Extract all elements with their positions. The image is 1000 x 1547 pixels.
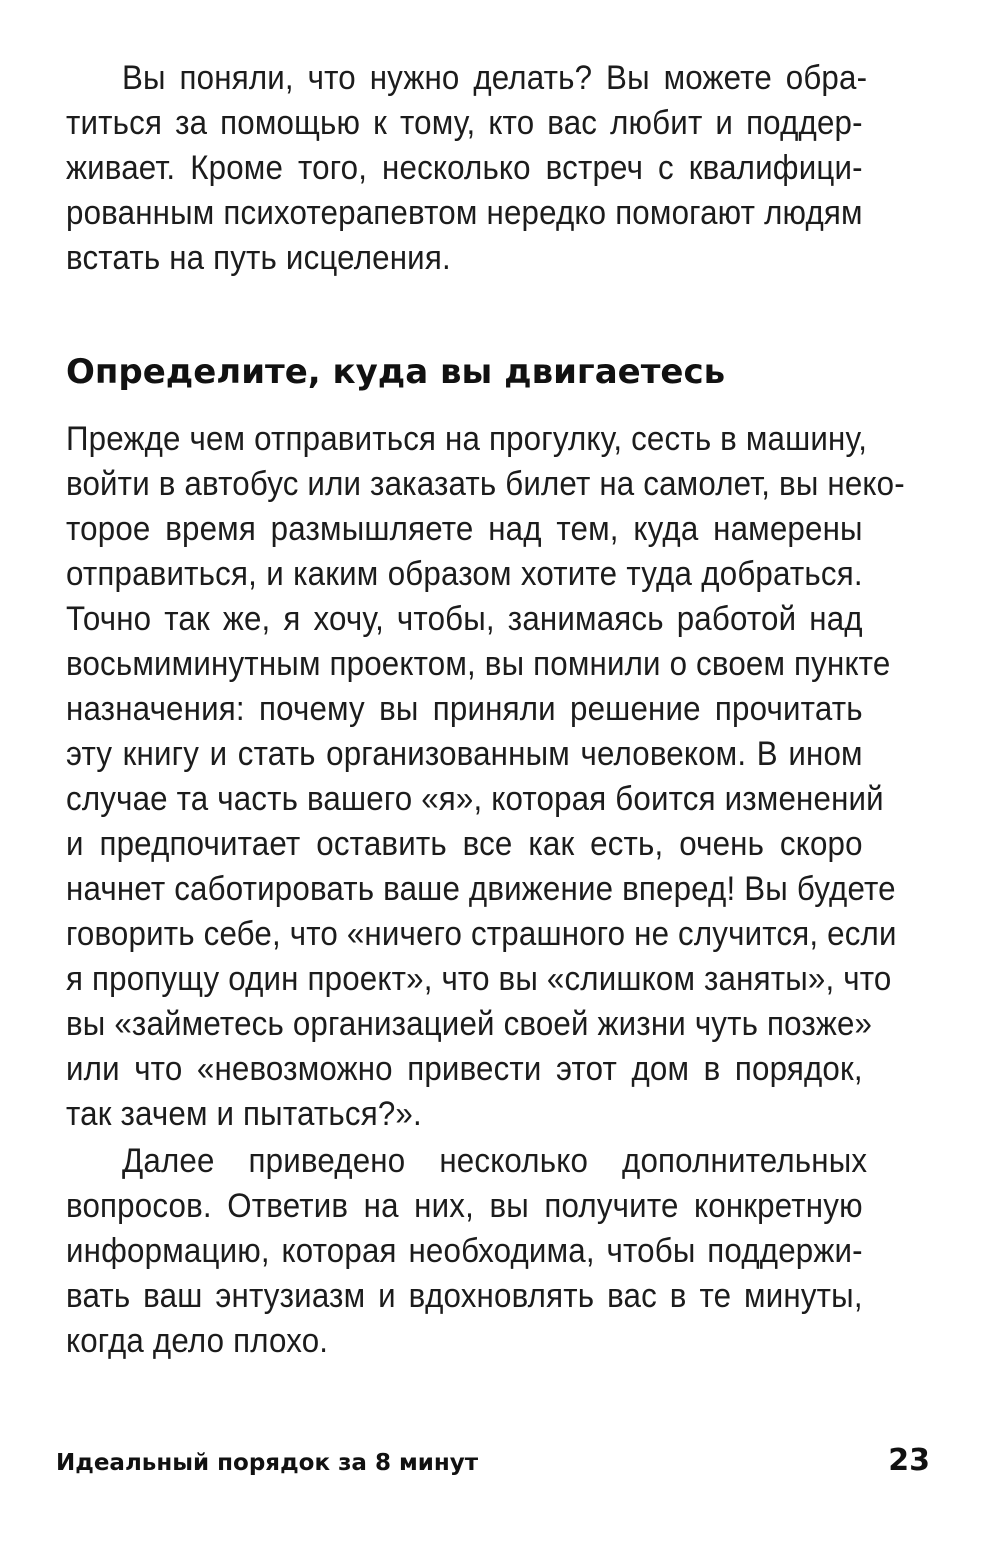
text-line: когда дело плохо.: [66, 1322, 329, 1360]
section-heading: Определите, куда вы двигаетесь: [66, 352, 726, 392]
text-line: или что «невозможно привести этот дом в порядок,: [66, 1050, 863, 1088]
page-number: 23: [888, 1443, 930, 1478]
text-line: живает. Кроме того, несколько встреч с квалифици-: [66, 149, 863, 187]
text-line: торое время размышляете над тем, куда намерены: [66, 510, 863, 548]
text-line: Точно так же, я хочу, чтобы, занимаясь работой над: [66, 600, 863, 638]
running-footer-title: Идеальный порядок за 8 минут: [56, 1450, 479, 1476]
text-line: эту книгу и стать организованным человеком. В ином: [66, 735, 863, 773]
text-line: восьмиминутным проектом, вы помнили о своем пункте: [66, 645, 891, 683]
text-line: вопросов. Ответив на них, вы получите конкретную: [66, 1187, 863, 1225]
text-line: говорить себе, что «ничего страшного не случится, если: [66, 915, 897, 953]
text-line: рованным психотерапевтом нередко помогают людям: [66, 194, 863, 232]
text-line: информацию, которая необходима, чтобы поддержи-: [66, 1232, 863, 1270]
text-line: так зачем и пытаться?».: [66, 1095, 422, 1133]
text-line: Далее приведено несколько дополнительных: [122, 1142, 868, 1180]
text-line: вать ваш энтузиазм и вдохновлять вас в те минуты,: [66, 1277, 863, 1315]
text-line: войти в автобус или заказать билет на самолет, вы неко-: [66, 465, 905, 503]
text-line: вы «займетесь организацией своей жизни чуть позже»: [66, 1005, 873, 1043]
text-line: отправиться, и каким образом хотите туда добраться.: [66, 555, 863, 593]
text-line: титься за помощью к тому, кто вас любит и поддер-: [66, 104, 863, 142]
text-line: случае та часть вашего «я», которая боится изменений: [66, 780, 884, 818]
text-line: встать на путь исцеления.: [66, 239, 451, 277]
text-line: Прежде чем отправиться на прогулку, сесть в машину,: [66, 420, 868, 458]
text-line: начнет саботировать ваше движение вперед! Вы будете: [66, 870, 896, 908]
text-line: назначения: почему вы приняли решение прочитать: [66, 690, 863, 728]
text-line: Вы поняли, что нужно делать? Вы можете обра-: [122, 59, 868, 97]
text-line: и предпочитает оставить все как есть, очень скоро: [66, 825, 863, 863]
text-line: я пропущу один проект», что вы «слишком заняты», что: [66, 960, 892, 998]
